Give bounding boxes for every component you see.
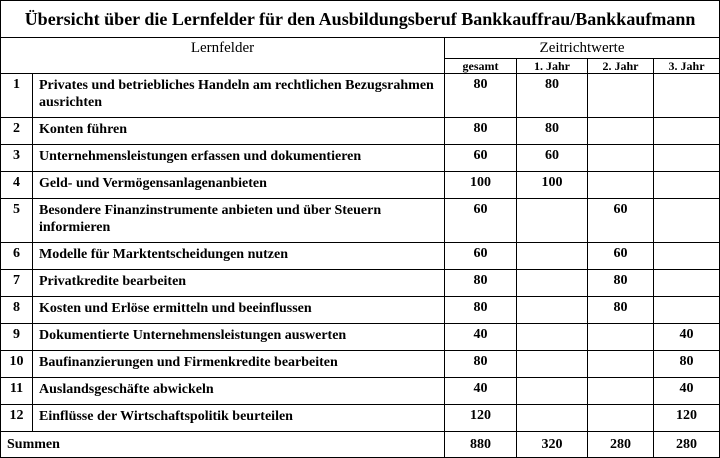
table-row	[1, 243, 720, 270]
cell-gesamt: 100	[445, 172, 517, 199]
lernfeld-number: 5	[1, 199, 33, 243]
cell-jahr-2: 80	[588, 297, 654, 324]
cell-gesamt: 80	[445, 351, 517, 378]
summen-jahr-1: 320	[517, 432, 588, 458]
cell-jahr-2	[588, 118, 654, 145]
lernfeld-name: Einflüsse der Wirtschaftspolitik beurteilen	[33, 405, 445, 432]
cell-jahr-1	[517, 405, 588, 432]
lernfeld-name: Unternehmensleistungen erfassen und dokumentieren	[33, 145, 445, 172]
summen-gesamt: 880	[445, 432, 517, 458]
table-row	[1, 297, 720, 324]
cell-jahr-2	[588, 74, 654, 118]
header-gesamt: gesamt	[445, 59, 517, 74]
lernfeld-number: 4	[1, 172, 33, 199]
cell-jahr-2	[588, 172, 654, 199]
lernfeld-number: 9	[1, 324, 33, 351]
lernfeld-name: Modelle für Marktentscheidungen nutzen	[33, 243, 445, 270]
header-lernfelder: Lernfelder	[1, 38, 445, 74]
cell-gesamt: 80	[445, 270, 517, 297]
lernfeld-number: 3	[1, 145, 33, 172]
cell-jahr-3: 40	[654, 324, 720, 351]
cell-jahr-1: 80	[517, 74, 588, 118]
lernfeld-number: 8	[1, 297, 33, 324]
lernfeld-name: Auslandsgeschäfte abwickeln	[33, 378, 445, 405]
lernfeld-number: 10	[1, 351, 33, 378]
lernfeld-number: 7	[1, 270, 33, 297]
header-jahr-3: 3. Jahr	[654, 59, 720, 74]
cell-gesamt: 80	[445, 297, 517, 324]
cell-jahr-1	[517, 243, 588, 270]
cell-jahr-1	[517, 324, 588, 351]
cell-jahr-2	[588, 145, 654, 172]
lernfeld-name: Dokumentierte Unternehmensleistungen auswerten	[33, 324, 445, 351]
cell-gesamt: 80	[445, 74, 517, 118]
lernfeld-name: Geld- und Vermögensanlagenanbieten	[33, 172, 445, 199]
table-body	[1, 74, 720, 432]
lernfeld-number: 2	[1, 118, 33, 145]
lernfeld-number: 11	[1, 378, 33, 405]
lernfeld-name: Privates und betriebliches Handeln am rechtlichen Bezugsrahmen ausrichten	[33, 74, 445, 118]
cell-jahr-2	[588, 378, 654, 405]
cell-jahr-1	[517, 199, 588, 243]
cell-gesamt: 40	[445, 324, 517, 351]
cell-jahr-3	[654, 145, 720, 172]
cell-jahr-1	[517, 351, 588, 378]
cell-jahr-3	[654, 118, 720, 145]
cell-jahr-3: 120	[654, 405, 720, 432]
lernfeld-number: 1	[1, 74, 33, 118]
summen-jahr-3: 280	[654, 432, 720, 458]
cell-jahr-3: 80	[654, 351, 720, 378]
cell-gesamt: 80	[445, 118, 517, 145]
cell-jahr-2	[588, 324, 654, 351]
lernfeld-name: Baufinanzierungen und Firmenkredite bearbeiten	[33, 351, 445, 378]
summen-row	[1, 432, 720, 458]
table-row	[1, 378, 720, 405]
lernfeld-name: Privatkredite bearbeiten	[33, 270, 445, 297]
cell-jahr-1: 100	[517, 172, 588, 199]
cell-gesamt: 40	[445, 378, 517, 405]
lernfeld-name: Kosten und Erlöse ermitteln und beeinflussen	[33, 297, 445, 324]
cell-jahr-3	[654, 297, 720, 324]
summen-jahr-2: 280	[588, 432, 654, 458]
table-row	[1, 270, 720, 297]
cell-jahr-1	[517, 378, 588, 405]
lernfeld-number: 12	[1, 405, 33, 432]
cell-jahr-3	[654, 199, 720, 243]
table-row	[1, 74, 720, 118]
cell-jahr-2: 60	[588, 199, 654, 243]
table-row	[1, 199, 720, 243]
cell-jahr-2	[588, 351, 654, 378]
page-title: Übersicht über die Lernfelder für den Ausbildungsberuf Bankkauffrau/Bankkaufmann	[1, 1, 720, 38]
table-row	[1, 324, 720, 351]
lernfeld-number: 6	[1, 243, 33, 270]
table-row	[1, 351, 720, 378]
header-zeitrichtwerte: Zeitrichtwerte	[445, 38, 720, 59]
cell-gesamt: 60	[445, 243, 517, 270]
cell-jahr-3	[654, 172, 720, 199]
table-row	[1, 145, 720, 172]
cell-jahr-3	[654, 243, 720, 270]
cell-jahr-3	[654, 74, 720, 118]
cell-jahr-2	[588, 405, 654, 432]
lernfeld-name: Besondere Finanzinstrumente anbieten und über Steuern informieren	[33, 199, 445, 243]
cell-gesamt: 60	[445, 145, 517, 172]
header-jahr-1: 1. Jahr	[517, 59, 588, 74]
cell-jahr-3	[654, 270, 720, 297]
table-row	[1, 172, 720, 199]
table-row	[1, 405, 720, 432]
header-jahr-2: 2. Jahr	[588, 59, 654, 74]
cell-jahr-2: 60	[588, 243, 654, 270]
cell-jahr-3: 40	[654, 378, 720, 405]
cell-gesamt: 120	[445, 405, 517, 432]
cell-jahr-1	[517, 270, 588, 297]
cell-jahr-1: 80	[517, 118, 588, 145]
summen-label: Summen	[1, 432, 445, 458]
cell-gesamt: 60	[445, 199, 517, 243]
table-row	[1, 118, 720, 145]
cell-jahr-2: 80	[588, 270, 654, 297]
cell-jahr-1	[517, 297, 588, 324]
lernfeld-name: Konten führen	[33, 118, 445, 145]
cell-jahr-1: 60	[517, 145, 588, 172]
